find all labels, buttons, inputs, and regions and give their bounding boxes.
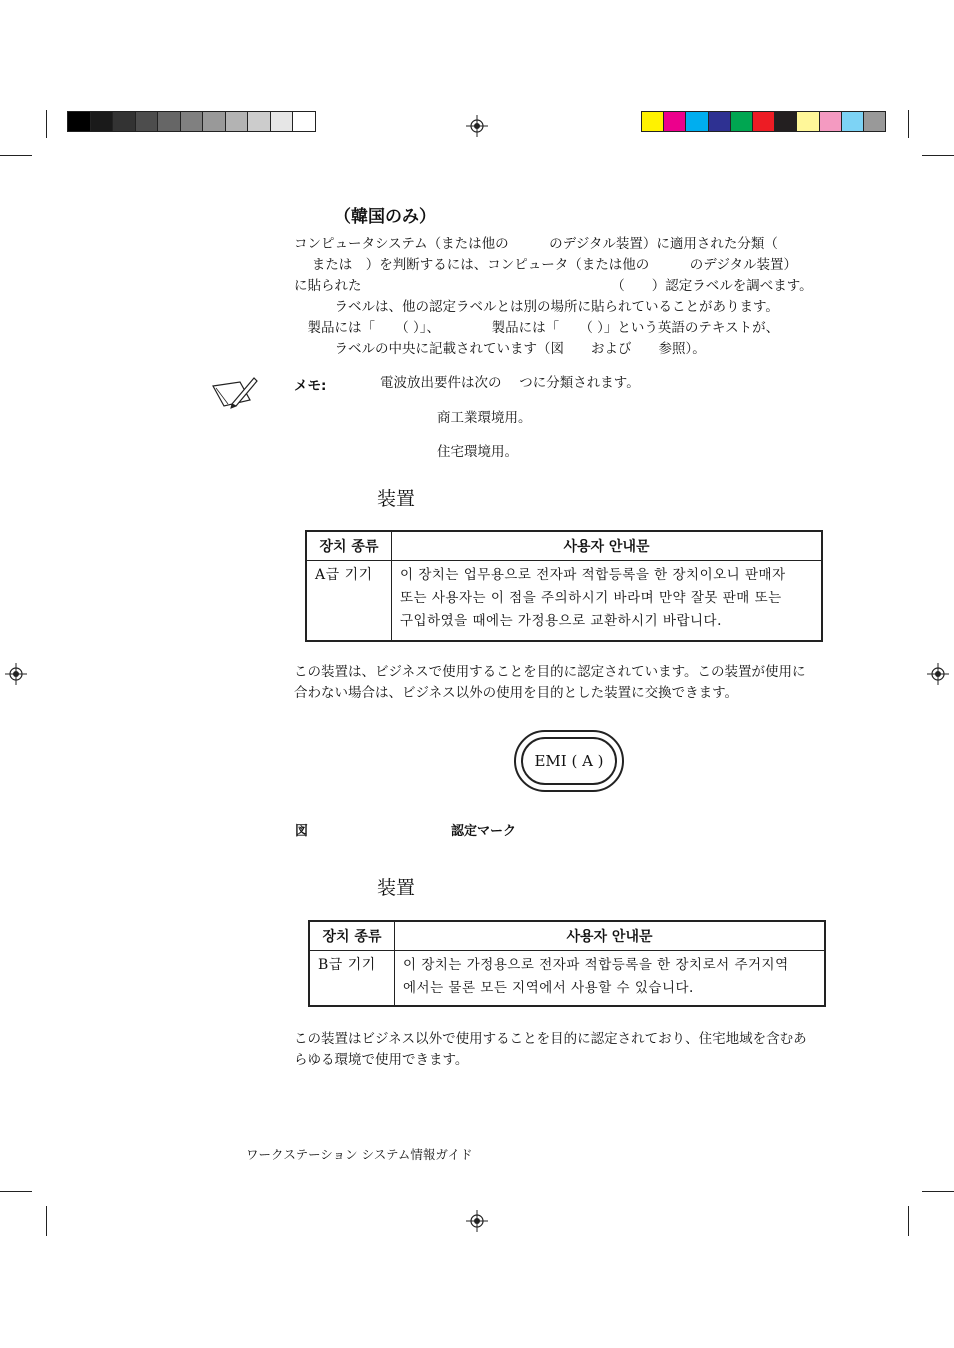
paragraph-line: この装置はビジネス以外で使用することを目的に認定されており、住宅地域を含むあ xyxy=(294,1031,807,1047)
color-swatch xyxy=(225,111,249,132)
memo-label: メモ: xyxy=(294,378,327,394)
color-swatch xyxy=(641,111,664,132)
crop-mark xyxy=(908,1206,909,1236)
section-a-paragraph xyxy=(294,662,839,706)
table-header: 장치 종류 xyxy=(306,531,392,561)
memo-text: 電波放出要件は次の つに分類されます。 xyxy=(380,375,640,391)
notice-line: 에서는 물론 모든 지역에서 사용할 수 있습니다. xyxy=(403,980,694,996)
crop-mark xyxy=(46,110,47,138)
color-swatch xyxy=(708,111,731,132)
emi-certification-mark xyxy=(514,730,624,792)
device-class-cell: B급 기기 xyxy=(309,951,395,1006)
table-header: 사용자 안내문 xyxy=(395,921,826,951)
color-swatch xyxy=(180,111,204,132)
emi-mark-text: EMI ( A ) xyxy=(534,752,604,770)
color-swatch xyxy=(90,111,114,132)
section-b-paragraph xyxy=(294,1029,839,1073)
color-swatch xyxy=(796,111,819,132)
page-heading: （韓国のみ） xyxy=(334,207,436,227)
color-swatch xyxy=(774,111,797,132)
color-swatch xyxy=(270,111,294,132)
memo-item: 商工業環境用。 xyxy=(437,410,532,426)
intro-line: コンピュータシステム（または他の のデジタル装置）に適用された分類（ xyxy=(294,236,778,252)
color-swatch xyxy=(841,111,864,132)
user-notice-cell xyxy=(392,561,823,641)
figure-caption-prefix: 図 xyxy=(295,824,309,839)
paragraph-line: この装置は、ビジネスで使用することを目的に認定されています。この装置が使用に xyxy=(294,664,806,680)
memo-item: 住宅環境用。 xyxy=(437,444,518,460)
color-swatch xyxy=(112,111,136,132)
crop-mark xyxy=(908,110,909,138)
crop-mark xyxy=(0,1191,32,1192)
table-header: 사용자 안내문 xyxy=(392,531,823,561)
color-swatch xyxy=(247,111,271,132)
crop-mark xyxy=(922,155,954,156)
color-swatch xyxy=(67,111,91,132)
crop-mark xyxy=(0,155,32,156)
color-swatch xyxy=(730,111,753,132)
notice-line: 이 장치는 업무용으로 전자파 적합등록을 한 장치이오니 판매자 xyxy=(400,567,786,583)
intro-line: ラベルは、他の認定ラベルとは別の場所に貼られていることがあります。 xyxy=(294,299,779,315)
user-notice-cell xyxy=(395,951,826,1006)
section-b-title: 装置 xyxy=(377,877,416,899)
intro-line: ラベルの中央に記載されています（図 および 参照）。 xyxy=(294,341,706,357)
registration-mark-icon xyxy=(466,1210,488,1232)
intro-paragraph xyxy=(294,234,839,364)
color-swatch xyxy=(292,111,316,132)
section-a-title: 装置 xyxy=(377,488,416,510)
table-row xyxy=(309,951,825,1006)
table-row xyxy=(306,561,822,641)
page-footer: ワークステーション システム情報ガイド xyxy=(246,1147,473,1162)
color-swatch xyxy=(157,111,181,132)
color-swatch xyxy=(752,111,775,132)
crop-mark xyxy=(922,1191,954,1192)
color-swatch xyxy=(135,111,159,132)
intro-line: に貼られた （ ）認定ラベルを調べます。 xyxy=(294,278,813,294)
color-swatch xyxy=(863,111,886,132)
registration-mark-icon xyxy=(466,115,488,137)
table-header: 장치 종류 xyxy=(309,921,395,951)
crop-mark xyxy=(46,1206,47,1236)
color-swatch xyxy=(202,111,226,132)
class-b-table xyxy=(308,920,826,1007)
color-swatch xyxy=(685,111,708,132)
intro-line: または ）を判断するには、コンピュータ（または他の のデジタル装置） xyxy=(294,257,797,273)
registration-mark-icon xyxy=(927,663,949,685)
notice-line: 또는 사용자는 이 점을 주의하시기 바라며 만약 잘못 판매 또는 xyxy=(400,590,782,606)
class-a-table xyxy=(305,530,823,642)
intro-line: 製品には「 （ ）」、 製品には「 （ ）」という英語のテキストが、 xyxy=(294,320,780,336)
note-pencil-icon xyxy=(210,374,260,412)
color-swatch xyxy=(819,111,842,132)
registration-mark-icon xyxy=(5,663,27,685)
paragraph-line: らゆる環境で使用できます。 xyxy=(294,1052,469,1068)
figure-caption-text: 認定マーク xyxy=(451,824,517,839)
color-swatch xyxy=(663,111,686,132)
notice-line: 구입하였을 때에는 가정용으로 교환하시기 바랍니다. xyxy=(400,613,722,629)
notice-line: 이 장치는 가정용으로 전자파 적합등록을 한 장치로서 주거지역 xyxy=(403,957,789,973)
device-class-cell: A급 기기 xyxy=(306,561,392,641)
paragraph-line: 合わない場合は、ビジネス以外の使用を目的とした装置に交換できます。 xyxy=(294,685,739,701)
